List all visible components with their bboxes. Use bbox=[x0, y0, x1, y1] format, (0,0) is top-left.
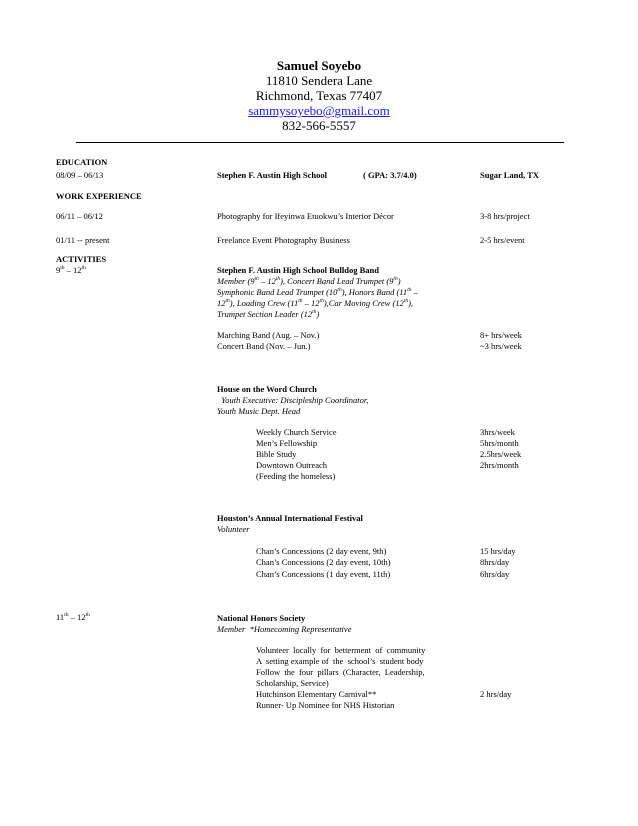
band-role-line: 12th), Loading Crew (11th – 12th),Car Moving Crew (12th), bbox=[217, 298, 414, 308]
grade-range: 9th – 12th bbox=[56, 265, 86, 275]
work-heading: WORK EXPERIENCE bbox=[56, 191, 142, 201]
activity-hours: 2.5hrs/week bbox=[480, 449, 522, 459]
address-line-2: Richmond, Texas 77407 bbox=[255, 88, 383, 103]
email-link[interactable]: sammysoyebo@gmail.com bbox=[248, 103, 390, 118]
education-gpa: ( GPA: 3.7/4.0) bbox=[363, 170, 417, 180]
activity-item: Marching Band (Aug. – Nov.) bbox=[217, 330, 320, 340]
band-role-line: Member (9th – 12th), Concert Band Lead Trumpet (9th) bbox=[217, 276, 401, 286]
activity-hours: 6hrs/day bbox=[480, 569, 510, 579]
band-role-line: Trumpet Section Leader (12th) bbox=[217, 309, 320, 319]
nhs-line: Runner- Up Nominee for NHS Historian bbox=[256, 700, 395, 710]
nhs-line: Volunteer locally for betterment of community bbox=[256, 645, 426, 655]
work-title: Photography for Ifeyinwa Etuokwu’s Interior Décor bbox=[217, 211, 394, 221]
address-line-1: 11810 Sendera Lane bbox=[265, 73, 373, 88]
work-dates: 06/11 – 06/12 bbox=[56, 211, 103, 221]
education-location: Sugar Land, TX bbox=[480, 170, 539, 180]
resume-name: Samuel Soyebo bbox=[276, 58, 362, 73]
nhs-line: Scholarship, Service) bbox=[256, 678, 329, 688]
activity-item: Men’s Fellowship bbox=[256, 438, 318, 448]
festival-title: Houston’s Annual International Festival bbox=[217, 513, 363, 523]
phone: 832-566-5557 bbox=[282, 118, 356, 133]
activity-item: Bible Study bbox=[256, 449, 297, 459]
activity-hours: 2 hrs/day bbox=[480, 689, 512, 699]
activity-hours: 8hrs/day bbox=[480, 557, 510, 567]
church-role: Youth Music Dept. Head bbox=[217, 406, 301, 416]
activity-hours: 3hrs/week bbox=[480, 427, 515, 437]
activity-hours: 15 hrs/day bbox=[480, 546, 516, 556]
header-divider bbox=[76, 142, 564, 143]
church-title: House on the Word Church bbox=[217, 384, 317, 394]
activities-heading: ACTIVITIES bbox=[56, 254, 107, 264]
education-heading: EDUCATION bbox=[56, 157, 108, 167]
activity-item: Downtown Outreach bbox=[256, 460, 328, 470]
activity-item: Chan’s Concessions (2 day event, 9th) bbox=[256, 546, 387, 556]
activity-item: Chan’s Concessions (1 day event, 11th) bbox=[256, 569, 391, 579]
activity-hours: ~3 hrs/week bbox=[480, 341, 522, 351]
education-school: Stephen F. Austin High School bbox=[217, 170, 327, 180]
band-title: Stephen F. Austin High School Bulldog Band bbox=[217, 265, 379, 275]
grade-range: 11th – 12th bbox=[56, 612, 90, 622]
nhs-role: Member *Homecoming Representative bbox=[217, 624, 352, 634]
work-hours: 2-5 hrs/event bbox=[480, 235, 525, 245]
work-title: Freelance Event Photography Business bbox=[217, 235, 350, 245]
band-role-line: Symphonic Band Lead Trumpet (10th), Honors Band (11th – bbox=[217, 287, 418, 297]
work-dates: 01/11 -- present bbox=[56, 235, 110, 245]
activity-item: (Feeding the homeless) bbox=[256, 471, 336, 481]
church-role: Youth Executive: Discipleship Coordinator, bbox=[217, 395, 369, 405]
work-hours: 3-8 hrs/project bbox=[480, 211, 530, 221]
nhs-line: Hutchinson Elementary Carnival** bbox=[256, 689, 377, 699]
education-dates: 08/09 – 06/13 bbox=[56, 170, 104, 180]
nhs-line: A setting example of the school’s student body bbox=[256, 656, 424, 666]
activity-hours: 5hrs/month bbox=[480, 438, 519, 448]
festival-role: Volunteer bbox=[217, 524, 250, 534]
activity-item: Weekly Church Service bbox=[256, 427, 337, 437]
nhs-line: Follow the four pillars (Character, Leadership, bbox=[256, 667, 425, 677]
nhs-title: National Honors Society bbox=[217, 613, 306, 623]
activity-item: Chan’s Concessions (2 day event, 10th) bbox=[256, 557, 391, 567]
activity-hours: 2hrs/month bbox=[480, 460, 519, 470]
activity-item: Concert Band (Nov. – Jun.) bbox=[217, 341, 311, 351]
activity-hours: 8+ hrs/week bbox=[480, 330, 522, 340]
